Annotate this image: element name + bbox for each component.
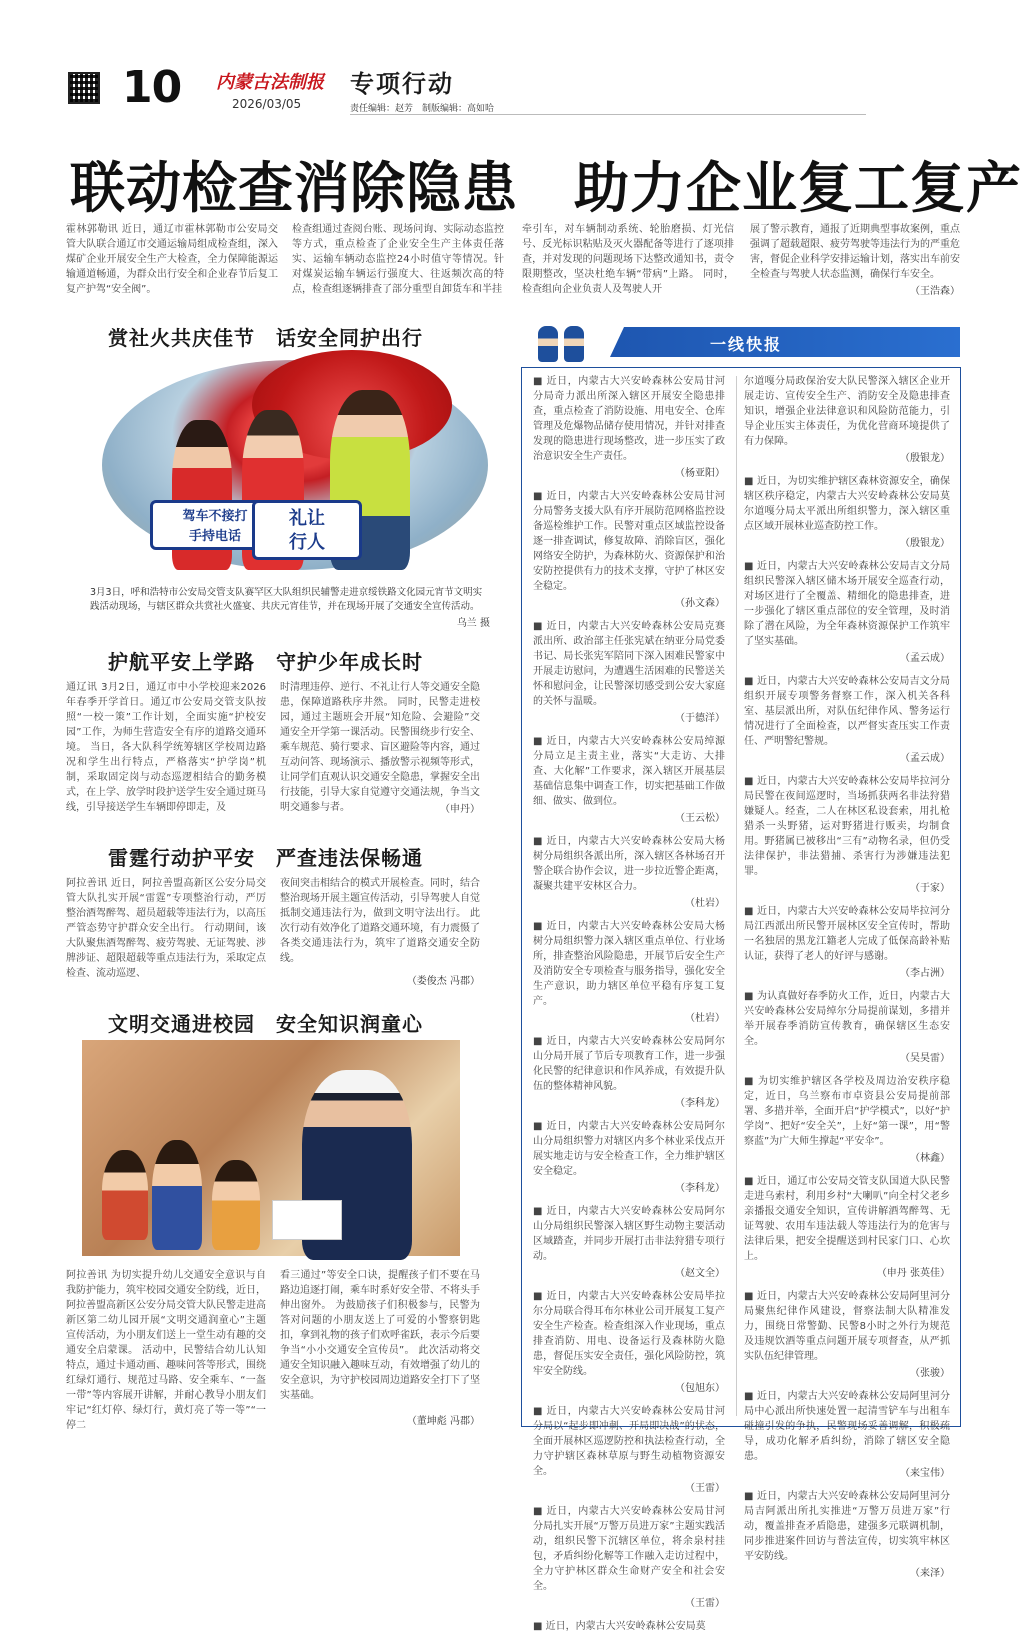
news-item [533,834,725,909]
news-text: ■ 为切实维护辖区各学校及周边治安秩序稳定，近日，乌兰察布市卓资县公安局提前部署、多措并举，全面开启“护学模式”，以好“护学岗”、把好“安全关”，上好“第一课”，用“警察蓝”为广大师生撑起“平安伞”。 [744,1076,950,1147]
lead-author: （王浩森） [910,286,960,297]
lead-col-4: 展了警示教育，通报了近期典型事故案例，重点强调了超载超限、疲劳驾驶等违法行为的严重危害，督促企业科学安排运输计划，落实出车前安全检查与驾驶人状态监测，确保行车安全。 [750,224,960,280]
news-text: ■ 近日，内蒙古大兴安岭森林公安局绰源分局立足主责主业，落实“大走访、大排查、大化解”工作要求，深入辖区开展基层基础信息集中调查工作，切实把基础工作做细、做实、做到位。 [533,736,725,807]
news-item [533,1289,725,1394]
news-author: （杜岩） [685,1013,725,1024]
thunder-author: （娄俊杰 冯郡） [406,976,480,987]
school-col-1: 通辽讯 3月2日，通辽市中小学校迎来2026年春季开学首日。通辽市公安局交管支队按照“一校一策”工作计划，全面实施“护校安园”工作，为师生营造安全有序的道路交通环境。 当日，各大队科学统筹辖区学校周边路况和学生出行特点，严格落实“护学岗”机制，采取固定岗与动态巡逻相结合的勤务模式，在上学、放学时段护送学生安全通过斑马线，引导接送学生车辆即停即走，及 [66,682,266,813]
news-author: （赵文全） [675,1268,725,1279]
news-text: ■ 近日，内蒙古大兴安岭森林公安局阿尔山分局开展了节后专项教育工作，进一步强化民警的纪律意识和作风养成，有效提升队伍的整体精神风貌。 [533,1036,725,1092]
news-author: （杜岩） [685,898,725,909]
news-item [744,1389,950,1479]
news-item [744,1289,950,1379]
news-text: ■ 近日，内蒙古大兴安岭森林公安局阿尔山分局组织警力对辖区内多个林业采伐点开展实地走访与安全检查工作，全力维护辖区安全稳定。 [533,1121,725,1177]
news-author: （王雷） [685,1483,725,1494]
news-author: （孟云成） [900,753,950,764]
festival-title: 赏社火共庆佳节 话安全同护出行 [108,326,423,350]
thunder-col-2: 夜间突击相结合的模式开展检查。同时，结合整治现场开展主题宣传活动，引导驾驶人自觉抵制交通违法行为，做到文明守法出行。 此次行动有效净化了道路交通环境，有力震慑了各类交通违法行为，筑牢了道路交通安全防线。 [280,878,480,964]
masthead: 内蒙古法制报 [216,72,324,93]
news-author: （林鑫） [910,1153,950,1164]
section-name: 专项行动 [350,69,454,98]
news-item [533,1619,725,1634]
news-text: ■ 近日，内蒙古大兴安岭森林公安局大杨树分局组织警力深入辖区重点单位、行业场所，排查整治风险隐患，开展节后安全生产及消防安全专项检查与服务指导，强化安全生产意识，助力辖区单位平稳有序复工复产。 [533,921,725,1007]
thunder-title: 雷霆行动护平安 严查违法保畅通 [108,846,423,870]
news-author: （来泽） [910,1568,950,1579]
child-1 [102,1150,148,1240]
news-text: ■ 近日，内蒙古大兴安岭森林公安局甘河分局扎实开展“万警万员进万家”主题实践活动，组织民警下沉辖区单位，将余泉村挂包，矛盾纠纷化解等工作融入走访过程中，全力守护林区群众生命财产安全和社会安全。 [533,1506,725,1592]
police-mascot-icon [538,326,558,362]
news-author: （张骏） [910,1368,950,1379]
child-2 [152,1140,202,1250]
issue-date: 2026/03/05 [232,97,302,111]
kids-col-1: 阿拉善讯 为切实提升幼儿交通安全意识与自我防护能力，筑牢校园交通安全防线，近日，阿拉善盟高新区公安分局交管大队民警走进高新区第二幼儿园开展“文明交通润童心”主题宣传活动，为小朋友们送上一堂生动有趣的交通安全启蒙课。 活动中，民警结合幼儿认知特点，通过卡通动画、趣味问答等形式，围绕红绿灯通行、规范过马路、安全乘车、“一盔一带”等内容展开讲解，并耐心教导小朋友们牢记“红灯停、绿灯行，黄灯亮了等一等”“一停二 [66,1270,266,1431]
news-text: ■ 近日，内蒙古大兴安岭森林公安局吉文分局组织民警深入辖区储木场开展安全巡查行动，对场区进行了全覆盖、精细化的隐患排查，进一步强化了辖区重点部位的安全管理，及时消除了潜在风险，为全年森林资源保护工作筑牢了坚实基础。 [744,561,950,647]
news-author: （孙文森） [675,598,725,609]
lead-col-1: 霍林郭勒讯 近日，通辽市霍林郭勒市公安局交管大队联合通辽市交通运输局组成检查组，深入煤矿企业开展安全生产大检查，全力保障能源运输通道畅通，为群众出行安全和企业春节后复工复产护驾“安全阀”。 [66,224,278,295]
news-author: （于德洋） [675,713,725,724]
news-author: （吴昊雷） [900,1053,950,1064]
school-title: 护航平安上学路 守护少年成长时 [108,650,423,674]
kids-author: （董坤彪 冯郡） [406,1416,480,1427]
news-item [744,1489,950,1579]
news-author: （包旭东） [675,1383,725,1394]
child-3 [212,1160,260,1250]
news-text: ■ 近日，内蒙古大兴安岭森林公安局甘河分局奇力派出所深入辖区开展安全隐患排查，重点检查了消防设施、用电安全、仓库管理及危爆物品储存使用情况，并针对排查发现的隐患进行现场整改，进一步压实了政治意识安全生产责任。 [533,376,725,462]
news-text: ■ 近日，内蒙古大兴安岭森林公安局阿里河分局中心派出所快速处置一起清雪铲车与出租车碰撞引发的争执，民警现场妥善调解，积极疏导，成功化解矛盾纠纷，消除了辖区安全隐患。 [744,1391,950,1462]
sign-yield-pedestrian: 礼让 行人 [252,500,362,560]
news-item [744,559,950,664]
news-item [744,1174,950,1279]
news-text: ■ 近日，内蒙古大兴安岭森林公安局甘河分局以“起步即冲刺、开局即决战”的状态，全面开展林区巡逻防控和执法检查行动，全力守护辖区森林草原与野生动植物资源安全。 [533,1406,725,1477]
main-headline: 联动检查消除隐患 助力企业复工复产 [70,155,1023,220]
news-author: （于家） [910,883,950,894]
news-item [744,989,950,1064]
kids-col-2: 看三通过”等安全口诀，提醒孩子们不要在马路边追逐打闹，乘车时系好安全带、不将头手伸出窗外。 为鼓励孩子们积极参与，民警为答对问题的小朋友送上了可爱的小警察钥匙扣，拿到礼物的孩子们欢呼雀跃，表示今后要争当“小小交通安全宣传员”。 此次活动将交通安全知识融入趣味互动，有效增强了幼儿的安全意识，为守护校园周边道路安全打下了坚实基础。 [280,1270,480,1401]
news-text: ■ 为认真做好春季防火工作，近日，内蒙古大兴安岭森林公安局绰尔分局提前谋划，多措并举开展春季消防宣传教育，确保辖区生态安全。 [744,991,950,1047]
header-rule [350,114,866,115]
qr-code [68,72,100,104]
news-text: ■ 近日，内蒙古大兴安岭森林公安局甘河分局警务支援大队有序开展防范网格监控设备巡检维护工作。民警对重点区域监控设备逐一排查调试，修复故障、消除盲区，强化网络安全防护，为森林防火、资源保护和治安防控提供有力的技术支撑，守护了林区安全稳定。 [533,491,725,592]
news-item [744,774,950,894]
news-text: ■ 近日，通辽市公安局交管支队国道大队民警走进乌索村，利用乡村“大喇叭”向全村父老乡亲播报交通安全知识，宣传讲解酒驾醉驾、无证驾驶、农用车违法载人等违法行为的危害与法律后果，把安全提醒送到村民家门口、心坎上。 [744,1176,950,1262]
news-item [533,1204,725,1279]
news-item [533,1504,725,1609]
news-item [744,374,950,464]
news-text: ■ 近日，内蒙古大兴安岭森林公安局莫 [533,1621,706,1632]
thunder-col-1: 阿拉善讯 近日，阿拉善盟高新区公安分局交管大队扎实开展“雷霆”专项整治行动，严厉整治酒驾醉驾、超员超载等违法行为，以高压严管态势守护群众安全出行。 行动期间，该大队聚焦酒驾醉驾、疲劳驾驶、无证驾驶、涉牌涉证、超限超载等重点违法行为，采取定点检查、流动巡逻、 [66,878,266,979]
news-item [744,674,950,764]
festival-photographer: 乌兰 摄 [456,618,490,629]
news-text: ■ 近日，内蒙古大兴安岭森林公安局阿里河分局吉阿派出所扎实推进“万警万员进万家”行动，覆盖排查矛盾隐患，建强多元联调机制，同步推进案件回访与普法宣传，切实筑牢林区平安防线。 [744,1491,950,1562]
news-text: ■ 近日，为切实维护辖区森林资源安全，确保辖区秩序稳定，内蒙古大兴安岭森林公安局莫尔道嘎分局太平派出所组织警力，深入辖区重点区域开展林业巡查防控工作。 [744,476,950,532]
news-text: ■ 近日，内蒙古大兴安岭森林公安局吉文分局组织开展专项警务督察工作，深入机关各科室、基层派出所，对队伍纪律作风、警务运行情况进行了全面检查，以严督实查压实工作责任、严明警纪警规。 [744,676,950,747]
news-item [533,489,725,609]
flash-news-title: 一线快报 [710,335,783,354]
sign-no-phone: 驾车不接打 手持电话 [150,500,280,550]
news-text: ■ 近日，内蒙古大兴安岭森林公安局克赛派出所、政治部主任张宪斌在纳亚分局党委书记、局长张宪军陪同下深入困难民警家中开展走访慰问，为遭遇生活困难的民警送关怀和慰问金，让民警深切感受到公安大家庭的关怀与温暖。 [533,621,725,707]
news-author: （李科龙） [675,1098,725,1109]
news-item [533,619,725,724]
column-divider [736,376,737,1416]
police-mascot-icon [564,326,584,362]
lead-col-3: 牵引车，对车辆制动系统、轮胎磨损、灯光信号、反光标识粘贴及灭火器配备等进行了逐项排查，并对发现的问题现场下达整改通知书，责令限期整改，坚决杜绝车辆“带病”上路。 同时，检查组向企业负责人及驾驶人开 [522,224,734,295]
news-item [744,474,950,549]
news-author: （李科龙） [675,1183,725,1194]
kids-title: 文明交通进校园 安全知识润童心 [108,1012,423,1036]
news-author: （申丹 张英佳） [876,1268,950,1279]
school-author: （申丹） [440,804,480,815]
news-item [533,374,725,479]
news-item [533,734,725,824]
flash-news-right-column [744,374,950,1589]
news-author: （殷银龙） [900,453,950,464]
news-author: （王雷） [685,1598,725,1609]
news-text: ■ 近日，内蒙古大兴安岭森林公安局毕拉河分局江西派出所民警开展林区安全宣传时，帮助一名独居的黑龙江籍老人完成了低保高龄补贴认证，获得了老人的好评与感谢。 [744,906,950,962]
festival-caption: 3月3日，呼和浩特市公安局交管支队赛罕区大队组织民辅警走进京绥铁路文化园元宵节文明实践活动现场，与辖区群众共赏社火盛宴、共庆元宵佳节，并在现场开展了交通安全宣传活动。 [90,587,483,612]
news-text: 尔道嘎分局政保治安大队民警深入辖区企业开展走访、宣传安全生产、消防安全及隐患排查知识，增强企业法律意识和风险防范能力，引导企业压实主体责任，为优化营商环境提供了有力保障。 [744,376,950,447]
news-text: ■ 近日，内蒙古大兴安岭森林公安局大杨树分局组织各派出所，深入辖区各林场召开警企联合协作会议，进一步拉近警企距离，凝聚共建平安林区合力。 [533,836,725,892]
news-text: ■ 近日，内蒙古大兴安岭森林公安局阿尔山分局组织民警深入辖区野生动物主要活动区域踏查，并同步开展打击非法狩猎专项行动。 [533,1206,725,1262]
festival-photo [102,360,488,570]
page-number: 10 [122,62,182,113]
news-author: （来宝伟） [900,1468,950,1479]
news-item [533,1034,725,1109]
school-col-2: 时清理违停、逆行、不礼让行人等交通安全隐患，保障道路秩序井然。 同时，民警走进校园，通过主题班会开展“知危险、会避险”交通安全开学第一课活动。民警围绕步行安全、乘车规范、骑行要求、盲区避险等内容，通过互动问答、现场演示、播放警示视频等形式，让同学们直观认识交通安全隐患，掌握安全出行技能，引导大家自觉遵守交通法规，争当文明交通参与者。 [280,682,480,813]
news-author: （孟云成） [900,653,950,664]
news-text: ■ 近日，内蒙古大兴安岭森林公安局毕拉河分局民警在夜间巡逻时，当场抓获两名非法狩猎嫌疑人。经查，二人在林区私设套索，用扎枪猎杀一头野猪，运对野猪进行贩卖，均制食用。野猪属已被移出“三有”动物名录，但仍受法律保护，非法猎捕、杀害行为涉嫌违法犯罪。 [744,776,950,877]
news-item [744,904,950,979]
news-author: （殷银龙） [900,538,950,549]
kids-photo [82,1040,460,1256]
flash-news-banner [610,327,960,357]
news-item [533,919,725,1024]
news-text: ■ 近日，内蒙古大兴安岭森林公安局阿里河分局聚焦纪律作风建设，督察法制大队精准发力，围绕日常警勤、民警8小时之外行为规范及违规饮酒等重点问题开展专项督查，从严抓实队伍纪律管理。 [744,1291,950,1362]
editors-line: 责任编辑：赵芳 制版编辑：高如哈 [350,104,495,114]
news-item [744,1074,950,1164]
news-author: （杨亚阳） [675,468,725,479]
flash-news-left-column [533,374,725,1644]
news-author: （王云松） [675,813,725,824]
news-text: ■ 近日，内蒙古大兴安岭森林公安局毕拉尔分局联合得耳布尔林业公司开展复工复产安全生产检查。检查组深入作业现场，重点排查消防、用电、设备运行及森林防火隐患，督促压实安全责任，强化风险防控，筑牢安全防线。 [533,1291,725,1377]
safety-booklet [272,1200,342,1240]
news-item [533,1404,725,1494]
news-item [533,1119,725,1194]
news-author: （李占洲） [900,968,950,979]
lead-col-2: 检查组通过查阅台账、现场问询、实际动态监控等方式，重点检查了企业安全生产主体责任落实、运输车辆动态监控24小时值守等情况。针对煤炭运输车辆运行强度大、往返频次高的特点，检查组逐辆排查了部分重型自卸货车和半挂 [292,224,504,295]
